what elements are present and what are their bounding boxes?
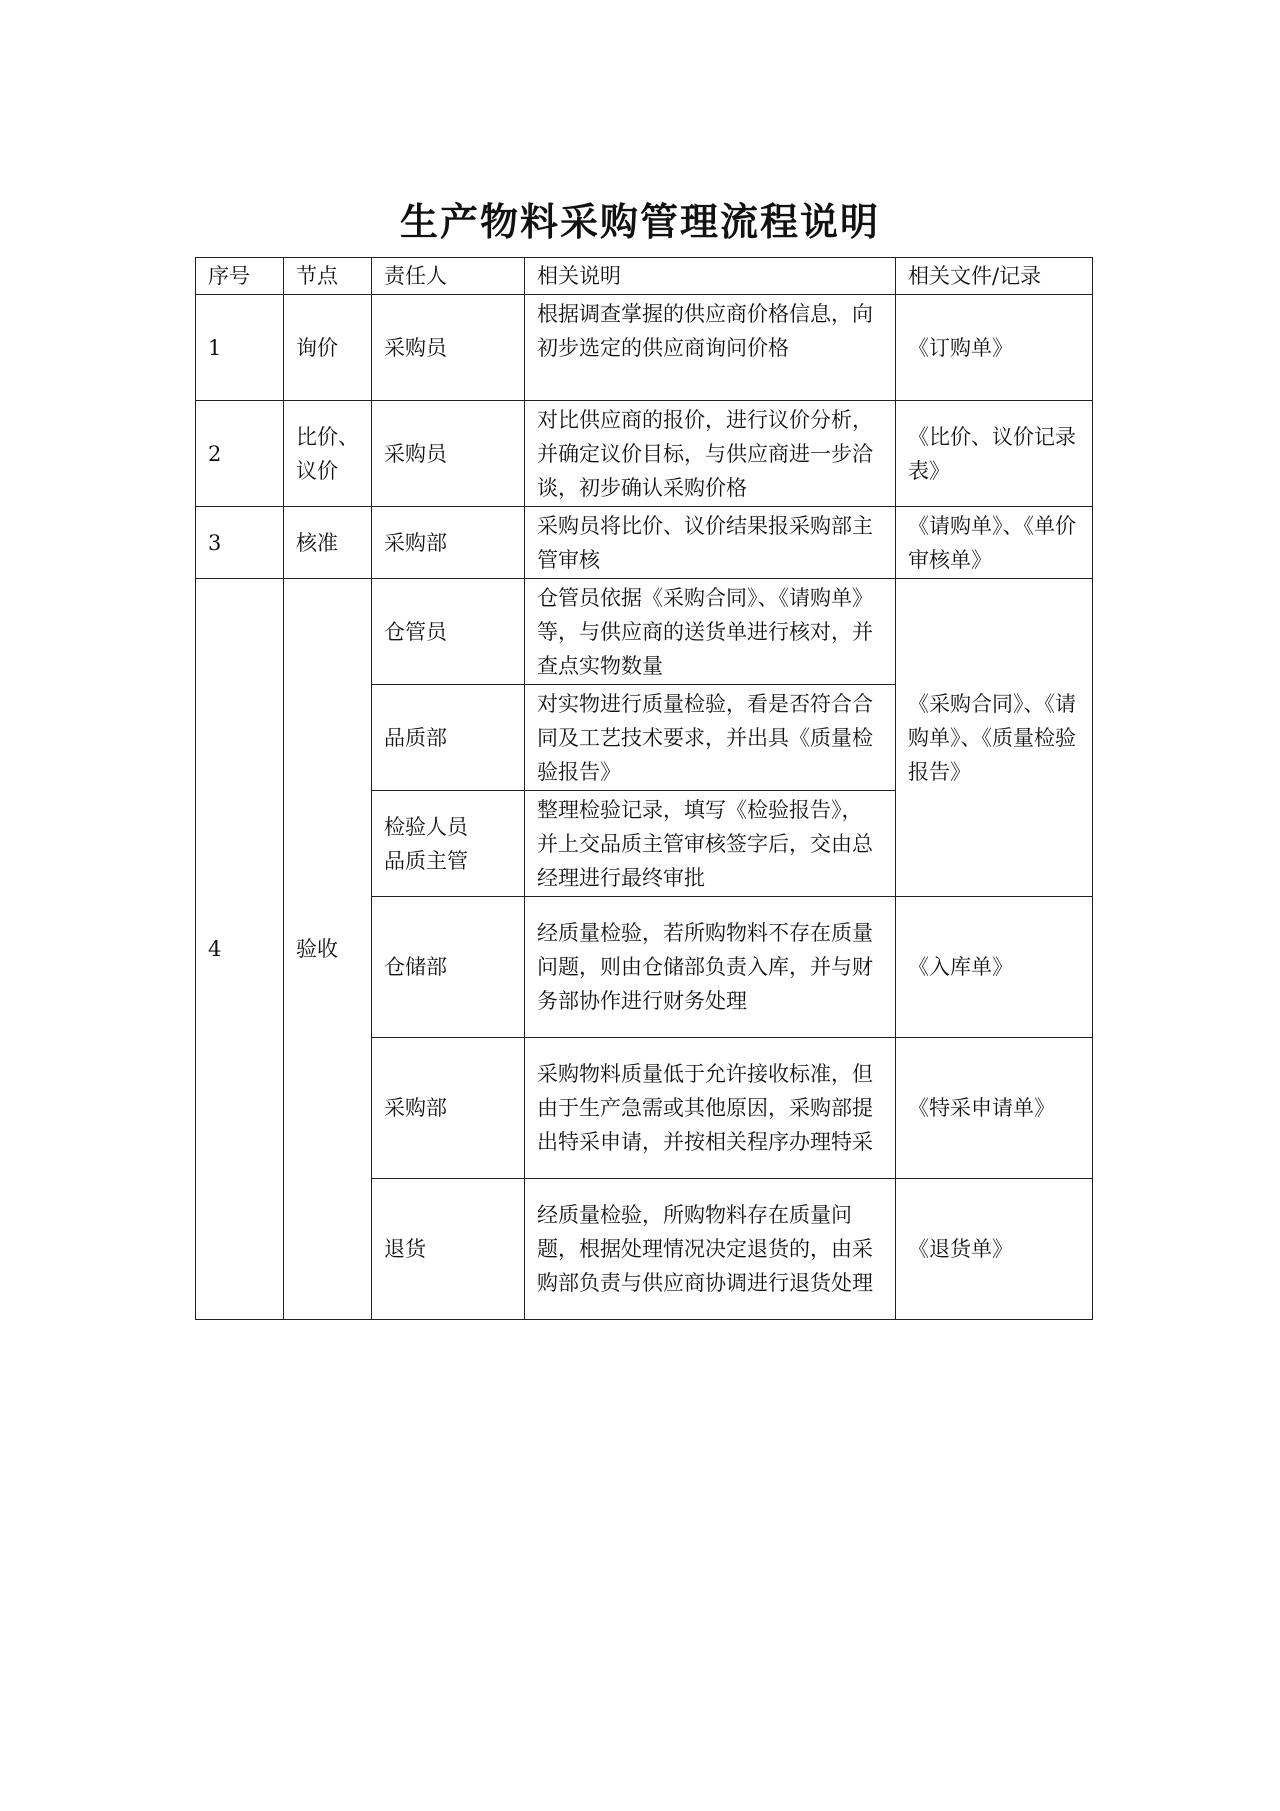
page-title: 生产物料采购管理流程说明	[399, 199, 880, 244]
header-node: 节点	[284, 258, 372, 295]
process-table	[195, 257, 1093, 1320]
row-owner: 仓储部	[372, 897, 525, 1038]
row-seq: 1	[196, 295, 284, 401]
row-docs: 《订购单》	[896, 295, 1093, 401]
row-seq: 3	[196, 507, 284, 579]
row-desc: 经质量检验，所购物料存在质量问题，根据处理情况决定退货的，由采购部负责与供应商协调进行退货处理	[525, 1179, 896, 1320]
row-docs: 《入库单》	[896, 897, 1093, 1038]
row-desc: 对比供应商的报价，进行议价分析，并确定议价目标，与供应商进一步洽谈，初步确认采购价格	[525, 401, 896, 507]
row-owner: 退货	[372, 1179, 525, 1320]
row-docs: 《采购合同》、《请购单》、《质量检验报告》	[896, 579, 1093, 897]
header-docs: 相关文件/记录	[896, 258, 1093, 295]
table-row	[196, 401, 1093, 507]
table-row	[196, 579, 1093, 685]
row-node: 验收	[284, 579, 372, 1320]
row-node: 询价	[284, 295, 372, 401]
table-row	[196, 507, 1093, 579]
row-desc: 整理检验记录，填写《检验报告》，并上交品质主管审核签字后，交由总经理进行最终审批	[525, 791, 896, 897]
row-owner: 采购部	[372, 1038, 525, 1179]
header-owner: 责任人	[372, 258, 525, 295]
row-owner: 仓管员	[372, 579, 525, 685]
row-owner: 采购员	[372, 401, 525, 507]
row-owner: 采购部	[372, 507, 525, 579]
row-owner: 品质部	[372, 685, 525, 791]
row-docs: 《比价、议价记录表》	[896, 401, 1093, 507]
row-node: 比价、议价	[284, 401, 372, 507]
row-seq: 2	[196, 401, 284, 507]
table-header-row	[196, 258, 1093, 295]
row-owner: 采购员	[372, 295, 525, 401]
row-desc: 仓管员依据《采购合同》、《请购单》等，与供应商的送货单进行核对，并查点实物数量	[525, 579, 896, 685]
row-desc: 对实物进行质量检验，看是否符合合同及工艺技术要求，并出具《质量检验报告》	[525, 685, 896, 791]
row-desc: 根据调查掌握的供应商价格信息，向初步选定的供应商询问价格	[525, 295, 896, 401]
row-desc: 采购员将比价、议价结果报采购部主管审核	[525, 507, 896, 579]
table-row	[196, 295, 1093, 401]
row-desc: 经质量检验，若所购物料不存在质量问题，则由仓储部负责入库，并与财务部协作进行财务处理	[525, 897, 896, 1038]
row-docs: 《特采申请单》	[896, 1038, 1093, 1179]
row-seq: 4	[196, 579, 284, 1320]
row-owner: 检验人员 品质主管	[372, 791, 525, 897]
row-docs: 《退货单》	[896, 1179, 1093, 1320]
row-desc: 采购物料质量低于允许接收标准，但由于生产急需或其他原因，采购部提出特采申请，并按相关程序办理特采	[525, 1038, 896, 1179]
header-desc: 相关说明	[525, 258, 896, 295]
row-node: 核准	[284, 507, 372, 579]
row-docs: 《请购单》、《单价审核单》	[896, 507, 1093, 579]
header-seq: 序号	[196, 258, 284, 295]
